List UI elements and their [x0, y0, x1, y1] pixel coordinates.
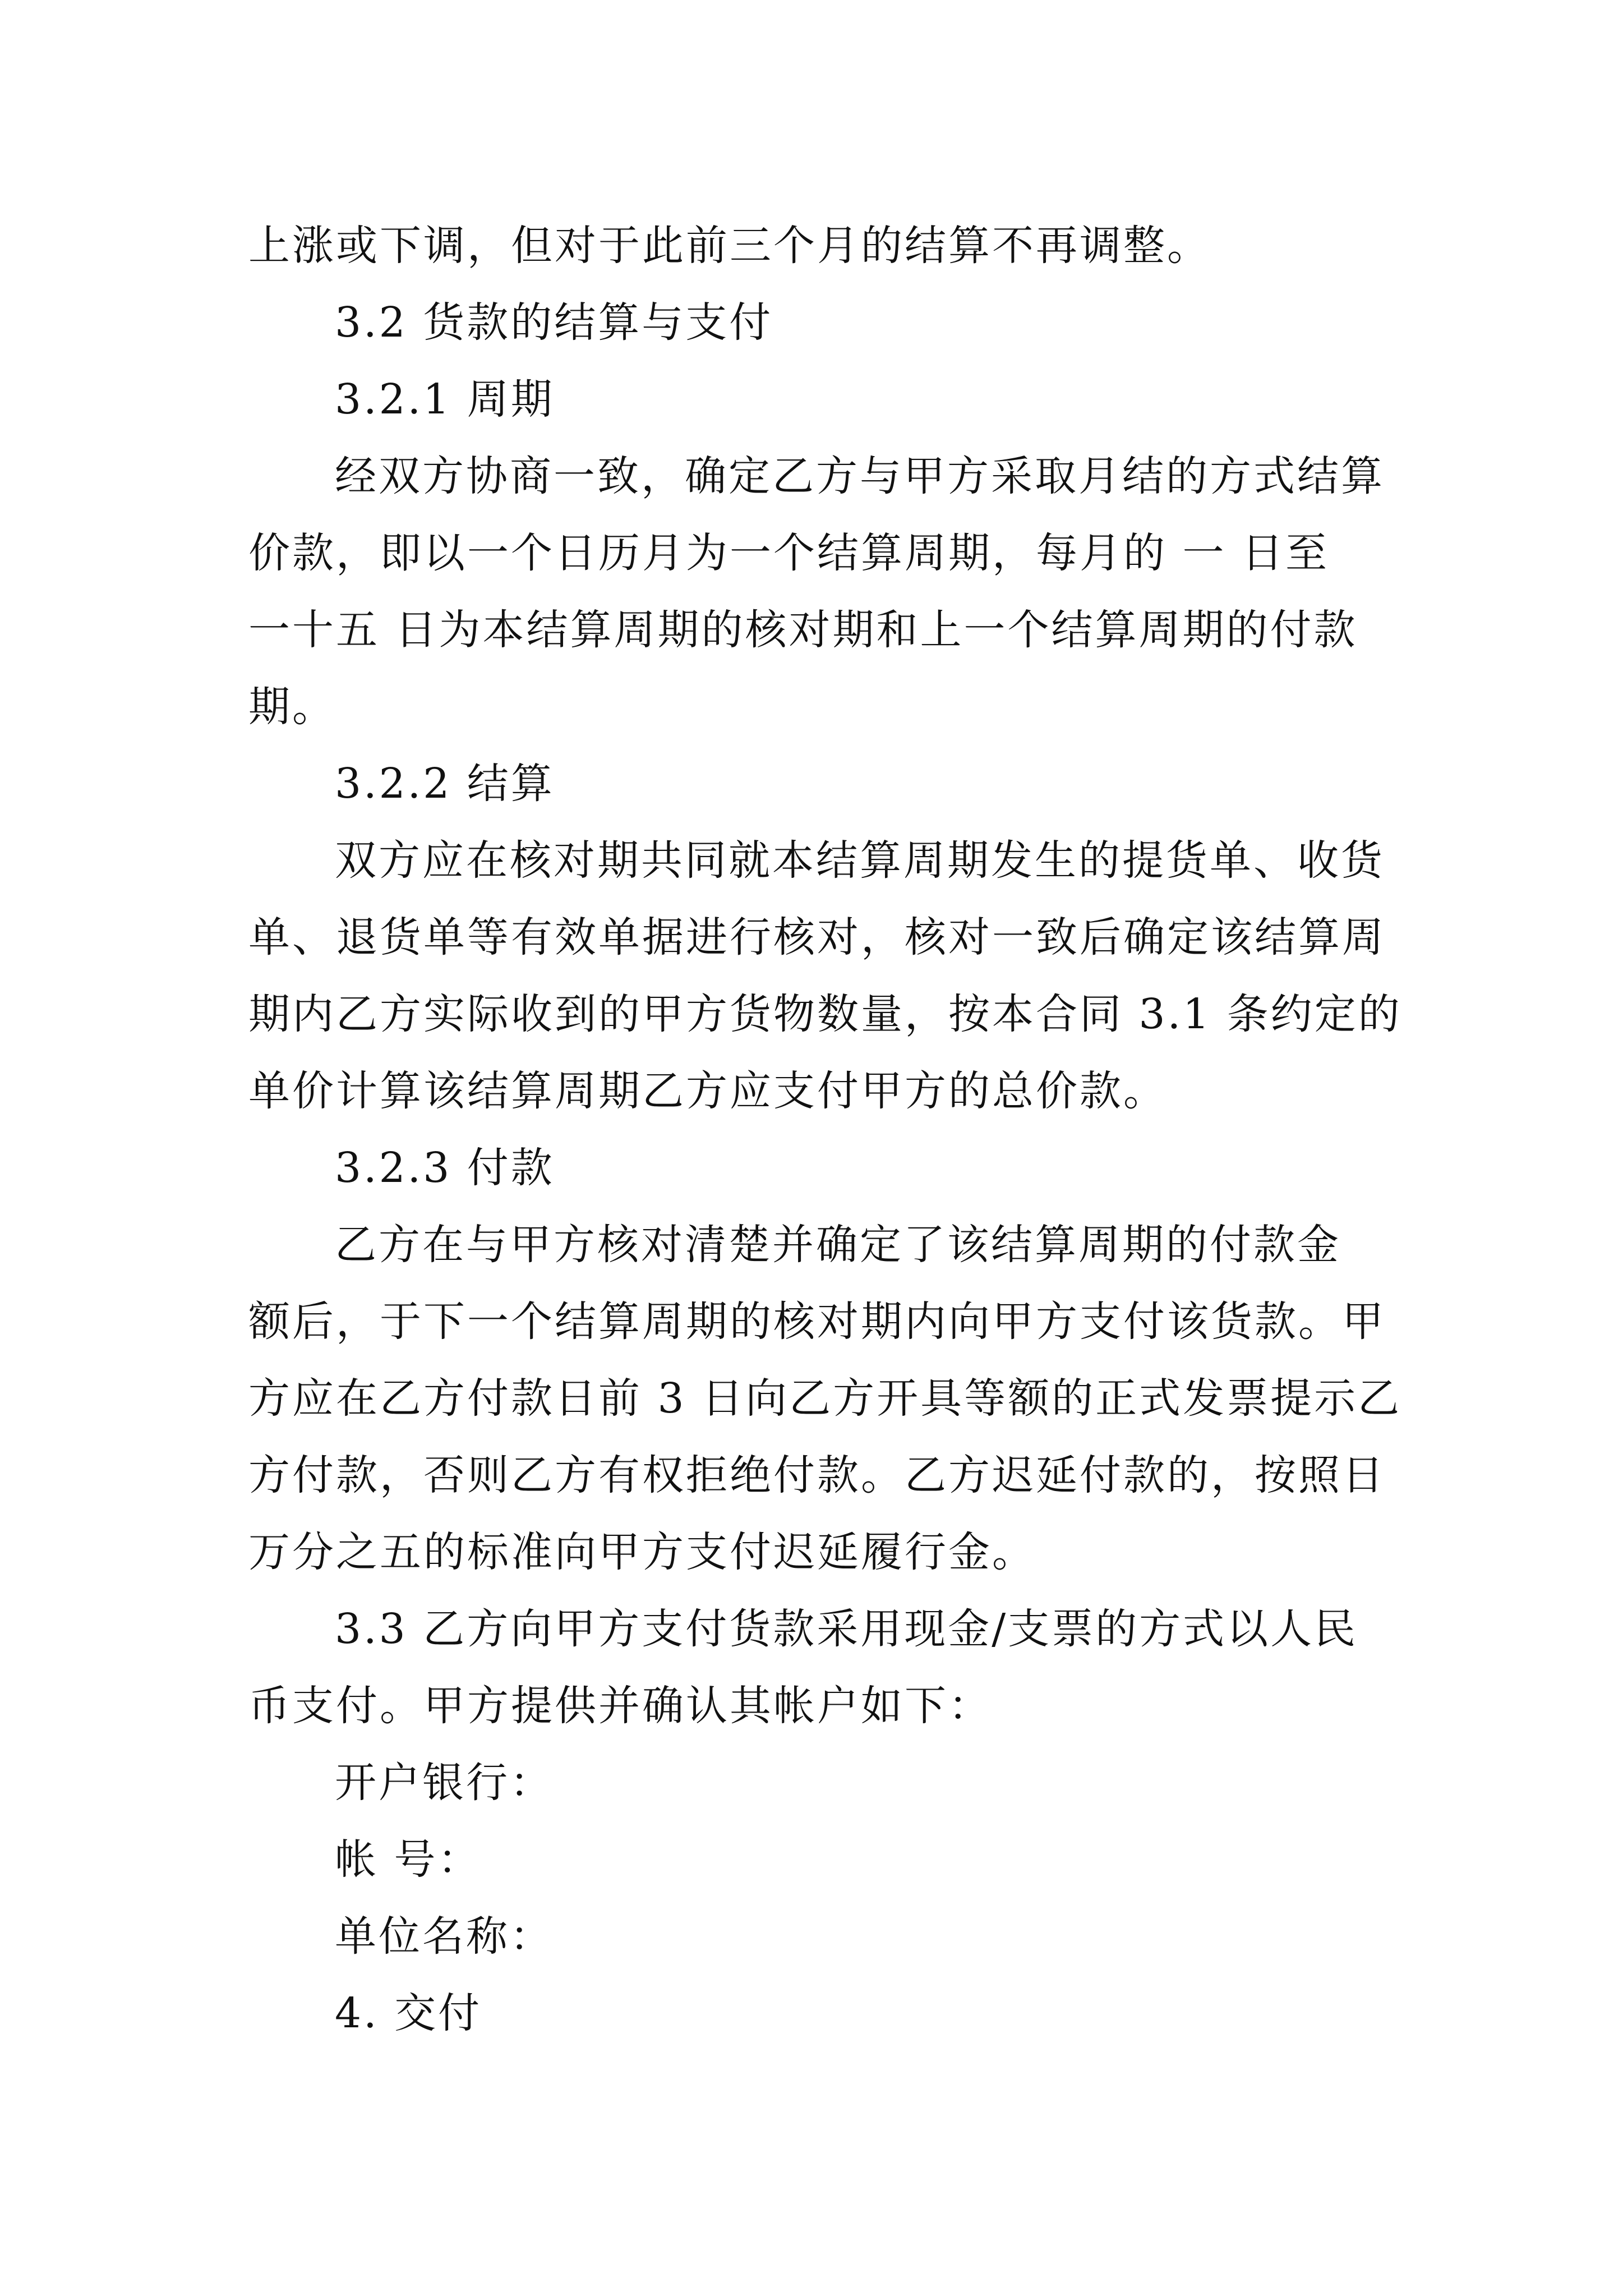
- company-name-label: 单位名称：: [335, 1912, 554, 1961]
- text-line: 期内乙方实际收到的甲方货物数量，按本合同 3.1 条约定的: [248, 990, 1402, 1038]
- section-heading: 4. 交付: [335, 1989, 482, 2037]
- section-heading: 3.2.2 结算: [335, 760, 555, 808]
- bank-name-label: 开户银行：: [335, 1759, 554, 1807]
- text-line: 额后，于下一个结算周期的核对期内向甲方支付该货款。甲: [248, 1297, 1386, 1346]
- text-line: 期。: [248, 683, 336, 731]
- text-line: 价款，即以一个日历月为一个结算周期，每月的 一 日至: [248, 529, 1330, 577]
- text-line: 币支付。甲方提供并确认其帐户如下：: [248, 1682, 992, 1730]
- text-line: 单、退货单等有效单据进行核对，核对一致后确定该结算周: [248, 913, 1386, 961]
- text-line: 乙方在与甲方核对清楚并确定了该结算周期的付款金: [335, 1221, 1341, 1269]
- text-line: 经双方协商一致，确定乙方与甲方采取月结的方式结算: [335, 452, 1385, 500]
- section-heading: 3.2 货款的结算与支付: [335, 298, 773, 347]
- text-line: 3.3 乙方向甲方支付货款采用现金/支票的方式以人民: [335, 1605, 1358, 1653]
- section-heading: 3.2.1 周期: [335, 375, 555, 424]
- text-line: 上涨或下调，但对于此前三个月的结算不再调整。: [248, 222, 1211, 270]
- text-line: 单价计算该结算周期乙方应支付甲方的总价款。: [248, 1067, 1167, 1115]
- text-line: 双方应在核对期共同就本结算周期发生的提货单、收货: [335, 836, 1385, 885]
- text-line: 方付款，否则乙方有权拒绝付款。乙方迟延付款的，按照日: [248, 1451, 1386, 1499]
- text-line: 一十五 日为本结算周期的核对期和上一个结算周期的付款: [248, 606, 1358, 654]
- text-line: 方应在乙方付款日前 3 日向乙方开具等额的正式发票提示乙: [248, 1374, 1402, 1423]
- account-number-label: 帐 号：: [335, 1835, 482, 1884]
- section-heading: 3.2.3 付款: [335, 1144, 555, 1192]
- text-line: 万分之五的标准向甲方支付迟延履行金。: [248, 1528, 1036, 1576]
